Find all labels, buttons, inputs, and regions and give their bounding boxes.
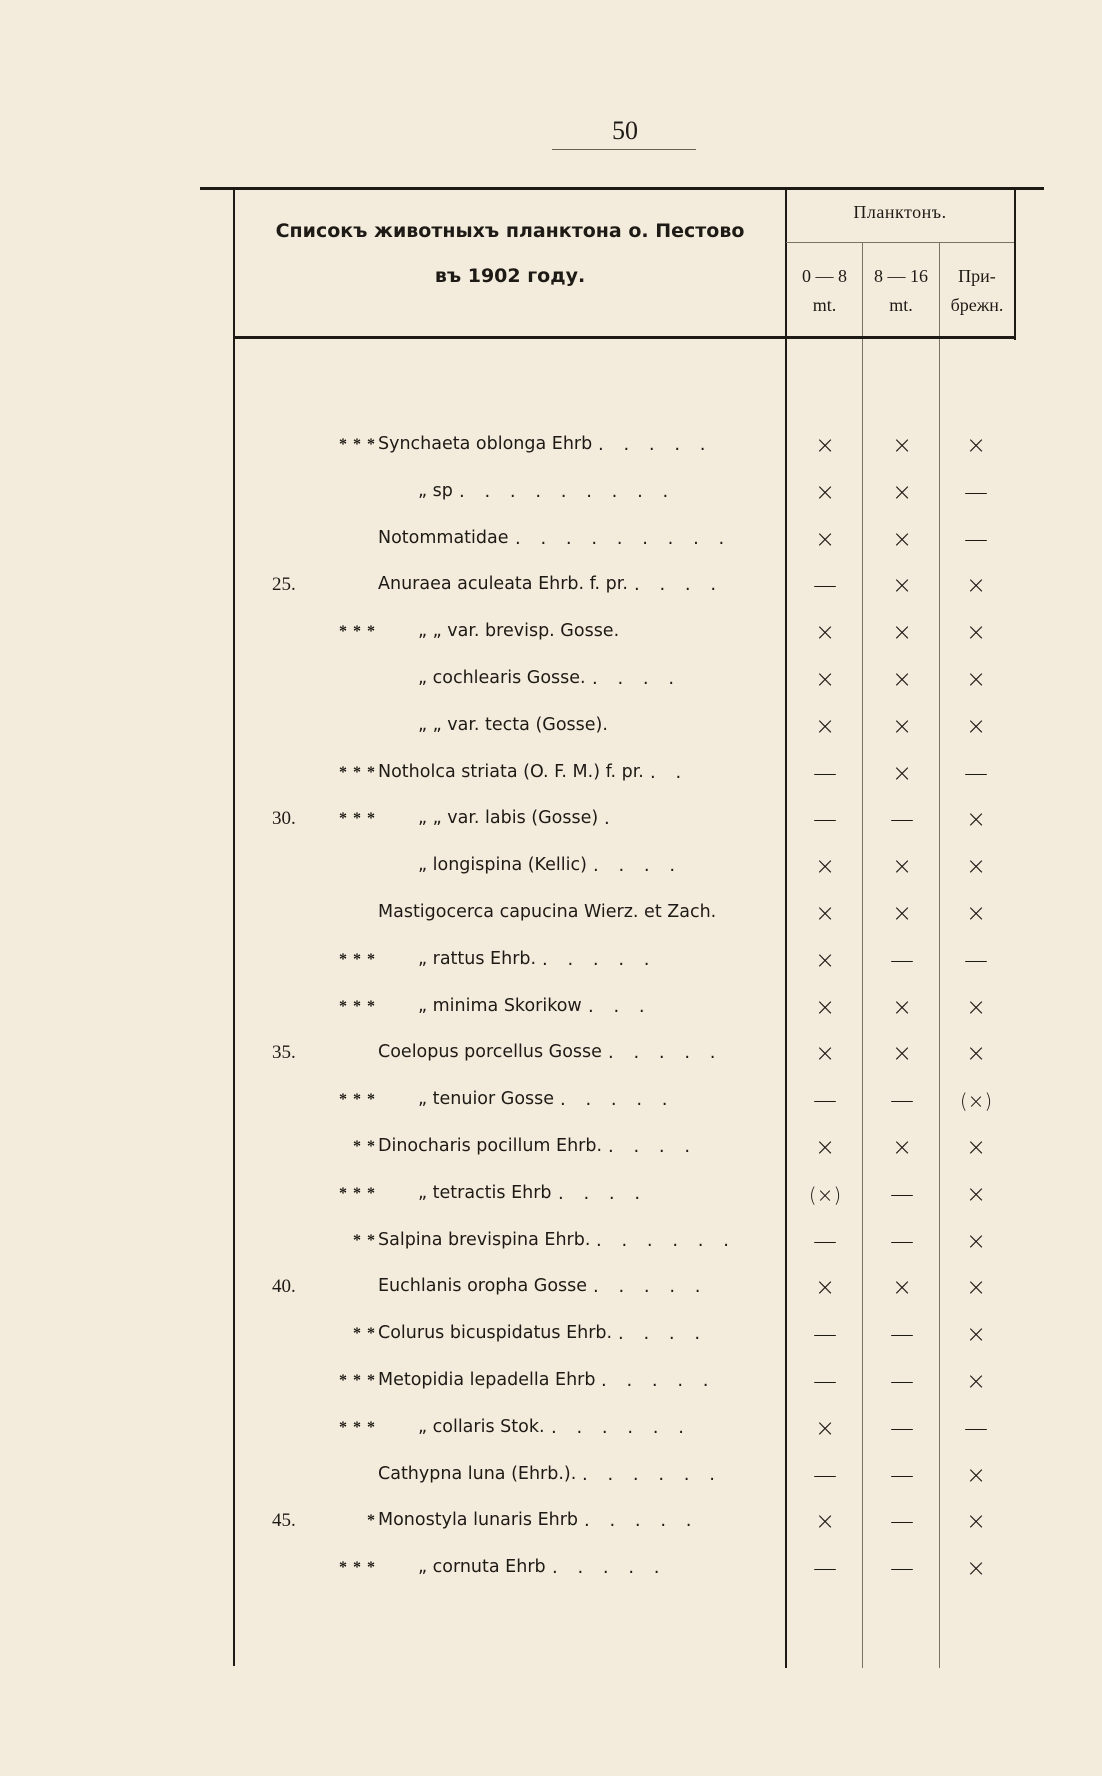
species-name: „ „ var. tecta (Gosse). bbox=[418, 714, 608, 735]
cell-0-8: × bbox=[814, 1039, 836, 1068]
table-right-rule bbox=[1014, 190, 1016, 340]
cell-shore: — bbox=[964, 945, 988, 974]
cell-shore: × bbox=[965, 711, 987, 740]
row-stars: * bbox=[367, 1512, 376, 1530]
table-row bbox=[0, 426, 1102, 466]
species-name: „ longispina (Kellic) bbox=[418, 855, 587, 876]
col-header-8-16-unit: mt. bbox=[889, 295, 913, 315]
cell-8-16: × bbox=[891, 571, 913, 600]
cell-shore: × bbox=[965, 1320, 987, 1349]
leader-dots: . . . . . . bbox=[551, 1416, 691, 1438]
cell-0-8: — bbox=[813, 571, 837, 600]
table-top-rule bbox=[200, 187, 1044, 190]
table-row bbox=[0, 473, 1102, 513]
table-row bbox=[0, 1315, 1102, 1355]
plankton-subheader-rule bbox=[786, 242, 1014, 243]
species-name: Coelopus porcellus Gosse bbox=[378, 1042, 602, 1063]
cell-shore: — bbox=[964, 524, 988, 553]
row-number: 40. bbox=[272, 1276, 296, 1298]
cell-0-8: × bbox=[814, 665, 836, 693]
row-stars: * * * bbox=[339, 1372, 376, 1389]
cell-0-8: × bbox=[814, 711, 836, 740]
cell-8-16: × bbox=[891, 899, 913, 927]
table-row bbox=[0, 1175, 1102, 1215]
row-number: 25. bbox=[272, 574, 296, 596]
cell-shore: × bbox=[965, 1226, 987, 1255]
table-row bbox=[0, 754, 1102, 794]
species-name: Mastigocerca capucina Wierz. et Zach. bbox=[378, 902, 717, 922]
row-stars: * * * bbox=[339, 1418, 376, 1436]
leader-dots: . . . . . . bbox=[596, 1229, 736, 1251]
cell-0-8: — bbox=[813, 1367, 837, 1395]
cell-shore: × bbox=[965, 1367, 987, 1395]
cell-0-8: — bbox=[813, 1554, 837, 1583]
table-row bbox=[0, 1268, 1102, 1308]
cell-shore: × bbox=[965, 665, 987, 693]
leader-dots: . . . . bbox=[618, 1323, 708, 1345]
cell-8-16: × bbox=[891, 852, 913, 881]
species-name: Synchaeta oblonga Ehrb bbox=[378, 434, 593, 454]
cell-8-16: × bbox=[891, 1273, 913, 1302]
cell-0-8: — bbox=[813, 1086, 837, 1115]
cell-shore: × bbox=[965, 1507, 987, 1536]
species-name: „ „ var. labis (Gosse) bbox=[418, 808, 599, 829]
table-row bbox=[0, 566, 1102, 606]
col-header-shore-b: брежн. bbox=[950, 295, 1004, 315]
row-stars: * * bbox=[353, 1138, 376, 1155]
cell-8-16: — bbox=[890, 945, 914, 974]
row-stars: * * * bbox=[339, 436, 376, 453]
leader-dots: . . . . . bbox=[552, 1557, 667, 1579]
cell-8-16: — bbox=[890, 1507, 914, 1536]
cell-0-8: — bbox=[813, 758, 837, 787]
leader-dots: . bbox=[604, 808, 617, 830]
species-name: „ tenuior Gosse bbox=[418, 1089, 555, 1110]
header-bottom-rule bbox=[233, 336, 1016, 339]
table-row bbox=[0, 1034, 1102, 1074]
col-header-0-8-unit: mt. bbox=[812, 295, 837, 315]
cell-0-8: × bbox=[814, 992, 836, 1021]
cell-8-16: × bbox=[891, 1133, 913, 1161]
species-name: Colurus bicuspidatus Ehrb. bbox=[378, 1323, 613, 1344]
cell-shore: × bbox=[965, 1273, 987, 1302]
cell-8-16: — bbox=[890, 1179, 914, 1208]
table-row bbox=[0, 1502, 1102, 1542]
leader-dots: . . . . . bbox=[608, 1042, 723, 1064]
row-stars: * * * bbox=[339, 1184, 376, 1202]
cell-0-8: × bbox=[814, 524, 836, 553]
cell-8-16: — bbox=[890, 1086, 914, 1115]
cell-shore: × bbox=[965, 852, 987, 881]
species-name: Cathypna luna (Ehrb.). bbox=[378, 1463, 577, 1484]
cell-0-8: — bbox=[813, 1226, 837, 1255]
cell-8-16: — bbox=[890, 1460, 914, 1489]
cell-0-8: × bbox=[814, 477, 836, 506]
col-header-shore-a: При- bbox=[958, 266, 996, 286]
cell-shore: × bbox=[965, 618, 987, 647]
table-row bbox=[0, 1549, 1102, 1589]
cell-shore: × bbox=[965, 571, 987, 600]
cell-shore: × bbox=[965, 431, 987, 459]
cell-8-16: — bbox=[890, 1413, 914, 1442]
species-name: Monostyla lunaris Ehrb bbox=[378, 1510, 579, 1531]
cell-0-8: × bbox=[814, 1507, 836, 1536]
row-stars: * * * bbox=[339, 810, 376, 828]
row-stars: * * * bbox=[339, 763, 376, 781]
leader-dots: . . . . . bbox=[560, 1089, 675, 1111]
species-name: „ minima Skorikow bbox=[418, 995, 582, 1016]
leader-dots: . . . . bbox=[593, 855, 683, 877]
table-row bbox=[0, 847, 1102, 887]
leader-dots: . . . . . . . . . bbox=[515, 527, 732, 549]
table-row bbox=[0, 800, 1102, 840]
cell-shore: × bbox=[965, 899, 987, 927]
row-stars: * * bbox=[353, 1231, 376, 1249]
leader-dots: . . . . . bbox=[584, 1510, 699, 1532]
cell-8-16: — bbox=[890, 1320, 914, 1349]
cell-0-8: — bbox=[813, 1460, 837, 1489]
table-row bbox=[0, 1362, 1102, 1402]
leader-dots: . . . . bbox=[634, 574, 724, 596]
cell-shore: (×) bbox=[959, 1089, 993, 1114]
cell-8-16: — bbox=[890, 1367, 914, 1395]
cell-shore: × bbox=[965, 805, 987, 834]
cell-0-8: — bbox=[813, 1320, 837, 1349]
cell-shore: × bbox=[965, 1133, 987, 1161]
cell-0-8: — bbox=[813, 805, 837, 834]
species-name: Salpina brevispina Ehrb. bbox=[378, 1229, 591, 1250]
col-header-8-16 bbox=[863, 262, 939, 320]
row-stars: * * * bbox=[339, 950, 376, 968]
cell-0-8: × bbox=[814, 899, 836, 927]
cell-0-8: × bbox=[814, 852, 836, 881]
row-number: 35. bbox=[272, 1042, 296, 1064]
cell-shore: × bbox=[965, 1179, 987, 1208]
leader-dots: . . . . . bbox=[593, 1276, 708, 1298]
cell-0-8: × bbox=[814, 1413, 836, 1442]
cell-8-16: × bbox=[891, 711, 913, 740]
cell-shore: — bbox=[964, 477, 988, 506]
species-name: Anuraea aculeata Ehrb. f. pr. bbox=[378, 574, 628, 595]
cell-0-8: × bbox=[814, 618, 836, 647]
table-row bbox=[0, 941, 1102, 981]
table-title bbox=[236, 222, 784, 286]
cell-8-16: × bbox=[891, 477, 913, 506]
row-stars: * * * bbox=[339, 623, 376, 641]
cell-8-16: × bbox=[891, 431, 913, 459]
table-row bbox=[0, 894, 1102, 934]
species-name: „ sp bbox=[418, 480, 453, 501]
table-row bbox=[0, 1456, 1102, 1496]
species-name: Metopidia lepadella Ehrb bbox=[378, 1370, 596, 1390]
cell-shore: × bbox=[965, 1554, 987, 1583]
cell-8-16: × bbox=[891, 524, 913, 553]
cell-8-16: × bbox=[891, 758, 913, 787]
species-name: Notommatidae bbox=[378, 527, 509, 548]
cell-8-16: × bbox=[891, 665, 913, 693]
species-name: Dinocharis pocillum Ehrb. bbox=[378, 1136, 603, 1156]
col-header-8-16-range: 8 — 16 bbox=[874, 266, 928, 286]
row-number: 45. bbox=[272, 1510, 296, 1532]
cell-8-16: — bbox=[890, 1554, 914, 1583]
table-row bbox=[0, 1222, 1102, 1262]
row-stars: * * bbox=[353, 1325, 376, 1343]
table-row bbox=[0, 660, 1102, 700]
cell-shore: — bbox=[964, 1413, 988, 1442]
leader-dots: . . . . bbox=[558, 1182, 648, 1204]
species-name: Euchlanis oropha Gosse bbox=[378, 1276, 588, 1297]
col-header-0-8 bbox=[787, 262, 862, 320]
leader-dots: . . . bbox=[588, 995, 652, 1017]
cell-8-16: × bbox=[891, 992, 913, 1021]
cell-8-16: × bbox=[891, 1039, 913, 1068]
cell-0-8: × bbox=[814, 1273, 836, 1302]
table-row bbox=[0, 520, 1102, 560]
cell-0-8: × bbox=[814, 1133, 836, 1161]
table-title-line2: въ 1902 году. bbox=[434, 265, 586, 287]
species-name: „ collaris Stok. bbox=[418, 1416, 545, 1437]
page-number-rule bbox=[552, 149, 696, 150]
row-stars: * * * bbox=[339, 1091, 376, 1109]
cell-shore: — bbox=[964, 758, 988, 787]
leader-dots: . . . . . bbox=[542, 948, 657, 970]
leader-dots: . . . . . bbox=[601, 1370, 716, 1391]
page-number: 50 bbox=[612, 116, 638, 145]
species-name: „ cornuta Ehrb bbox=[418, 1557, 546, 1578]
leader-dots: . . . . bbox=[592, 668, 682, 689]
species-name: „ rattus Ehrb. bbox=[418, 948, 537, 969]
table-row bbox=[0, 1128, 1102, 1168]
cell-0-8: × bbox=[814, 945, 836, 974]
col-header-0-8-range: 0 — 8 bbox=[802, 266, 847, 286]
row-stars: * * * bbox=[339, 997, 376, 1015]
table-row bbox=[0, 707, 1102, 747]
cell-shore: × bbox=[965, 1039, 987, 1068]
table-row bbox=[0, 1409, 1102, 1449]
leader-dots: . . . . . bbox=[598, 434, 713, 455]
col-header-shore bbox=[940, 262, 1014, 320]
cell-8-16: — bbox=[890, 1226, 914, 1255]
cell-0-8: (×) bbox=[808, 1182, 842, 1207]
leader-dots: . . . . bbox=[608, 1136, 698, 1157]
species-name: „ „ var. brevisp. Gosse. bbox=[418, 621, 620, 642]
plankton-header: Планктонъ. bbox=[853, 202, 947, 222]
row-number: 30. bbox=[272, 808, 296, 830]
cell-8-16: — bbox=[890, 805, 914, 834]
table-title-line1: Списокъ животныхъ планктона о. Пестово bbox=[275, 220, 745, 242]
leader-dots: . . . . . . bbox=[582, 1463, 722, 1485]
row-stars: * * * bbox=[339, 1559, 376, 1577]
species-name: „ tetractis Ehrb bbox=[418, 1182, 552, 1203]
table-row bbox=[0, 988, 1102, 1028]
cell-shore: × bbox=[965, 992, 987, 1021]
species-name: „ cochlearis Gosse. bbox=[418, 668, 586, 688]
leader-dots: . . bbox=[650, 761, 689, 783]
species-name: Notholca striata (O. F. M.) f. pr. bbox=[378, 761, 644, 782]
leader-dots: . . . . . . . . . bbox=[459, 480, 676, 502]
cell-shore: × bbox=[965, 1460, 987, 1489]
table-row bbox=[0, 1081, 1102, 1121]
cell-0-8: × bbox=[814, 431, 836, 459]
cell-8-16: × bbox=[891, 618, 913, 647]
table-row bbox=[0, 613, 1102, 653]
